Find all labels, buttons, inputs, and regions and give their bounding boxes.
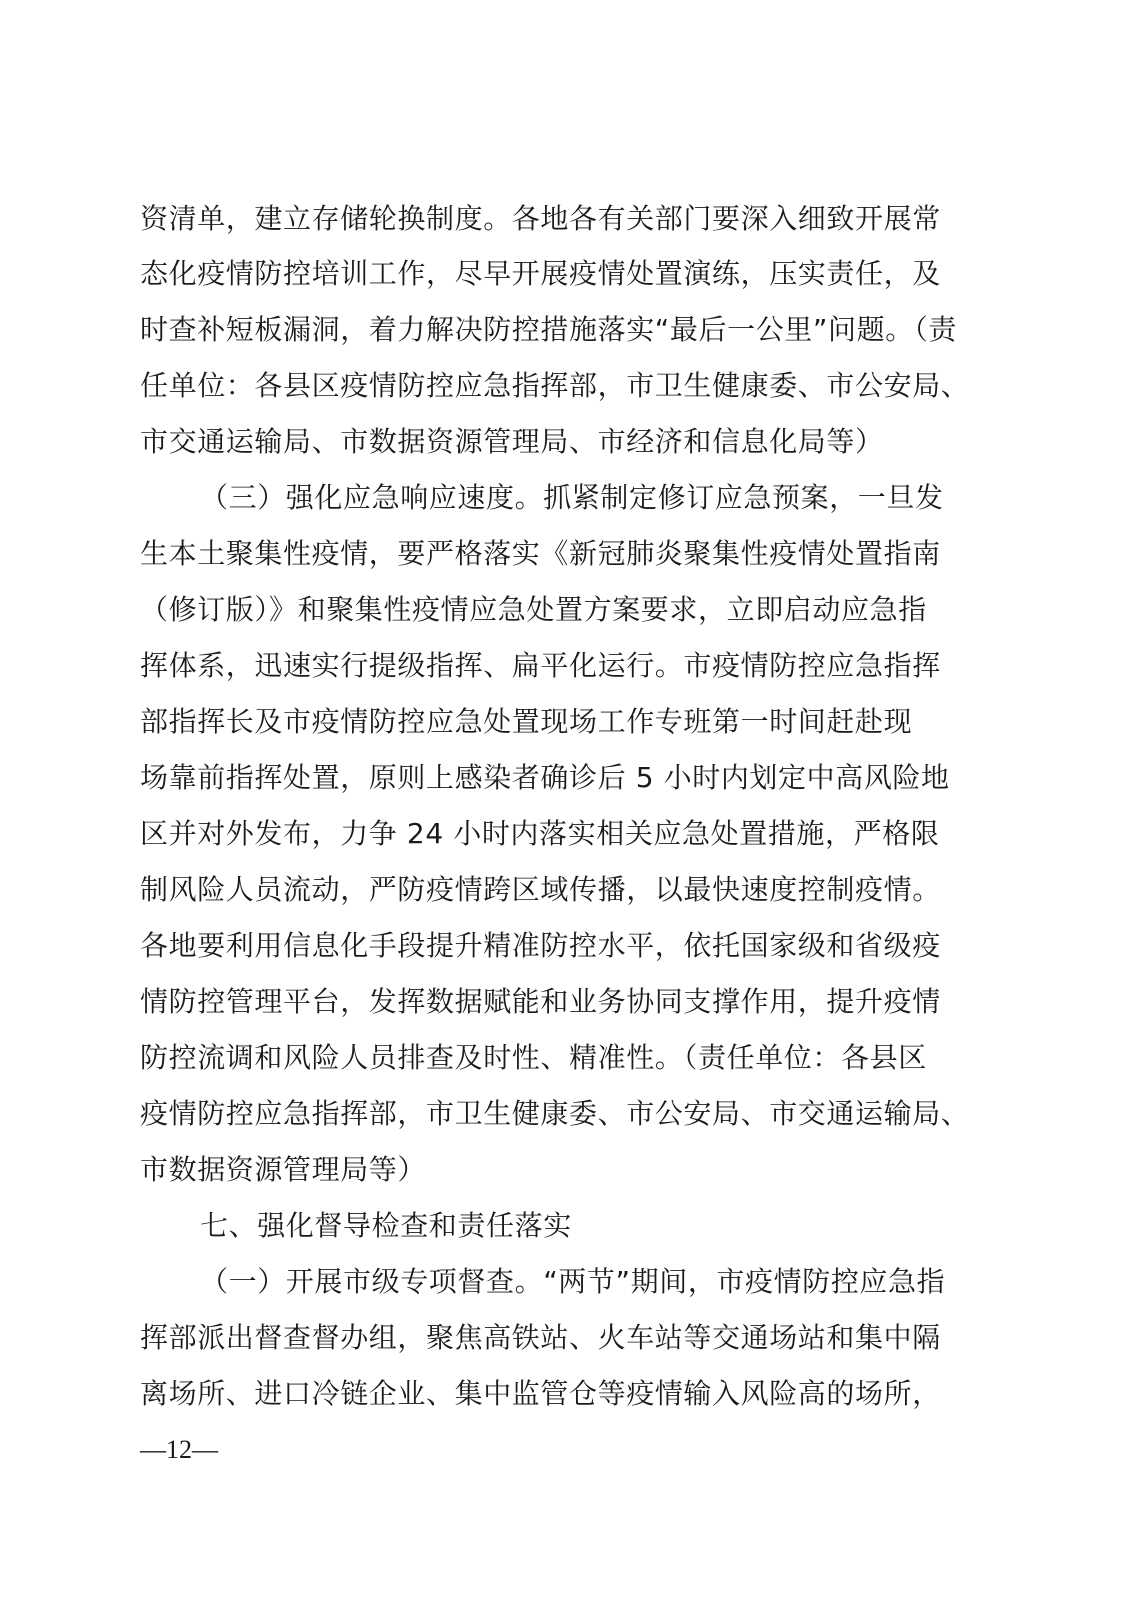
text-line: 离场所、进口冷链企业、集中监管仓等疫情输入风险高的场所，	[140, 1377, 941, 1410]
text-line: 挥体系，迅速实行提级指挥、扁平化运行。市疫情防控应急指挥	[140, 649, 941, 682]
text-line: 疫情防控应急指挥部，市卫生健康委、市公安局、市交通运输局、	[140, 1097, 970, 1130]
text-line: （一）开展市级专项督查。“两节”期间，市疫情防控应急指	[200, 1265, 946, 1298]
text-line: 防控流调和风险人员排查及时性、精准性。（责任单位：各县区	[140, 1041, 927, 1074]
text-line: 部指挥长及市疫情防控应急处置现场工作专班第一时间赶赴现	[140, 705, 913, 738]
text-line: （三）强化应急响应速度。抓紧制定修订应急预案，一旦发	[200, 481, 944, 514]
text-line: 态化疫情防控培训工作，尽早开展疫情处置演练，压实责任，及	[140, 257, 941, 290]
text-line: 资清单，建立存储轮换制度。各地各有关部门要深入细致开展常	[140, 202, 941, 235]
text-line: 制风险人员流动，严防疫情跨区域传播，以最快速度控制疫情。	[140, 873, 941, 906]
text-line: 时查补短板漏洞，着力解决防控措施落实“最后一公里”问题。（责	[140, 313, 958, 346]
text-line: 市交通运输局、市数据资源管理局、市经济和信息化局等）	[140, 425, 884, 458]
page-number: —12—	[140, 1435, 218, 1464]
section-heading: 七、强化督导检查和责任落实	[200, 1209, 572, 1242]
text-line: 任单位：各县区疫情防控应急指挥部，市卫生健康委、市公安局、	[140, 369, 970, 402]
text-line: 场靠前指挥处置，原则上感染者确诊后 5 小时内划定中高风险地	[140, 761, 950, 794]
text-line: 市数据资源管理局等）	[140, 1153, 427, 1186]
text-line: 区并对外发布，力争 24 小时内落实相关应急处置措施，严格限	[140, 817, 940, 850]
text-line: 情防控管理平台，发挥数据赋能和业务协同支撑作用，提升疫情	[140, 985, 941, 1018]
text-line: （修订版）》和聚集性疫情应急处置方案要求，立即启动应急指	[140, 593, 927, 626]
text-line: 生本土聚集性疫情，要严格落实《新冠肺炎聚集性疫情处置指南	[140, 537, 941, 570]
text-line: 挥部派出督查督办组，聚焦高铁站、火车站等交通场站和集中隔	[140, 1321, 941, 1354]
text-line: 各地要利用信息化手段提升精准防控水平，依托国家级和省级疫	[140, 929, 941, 962]
